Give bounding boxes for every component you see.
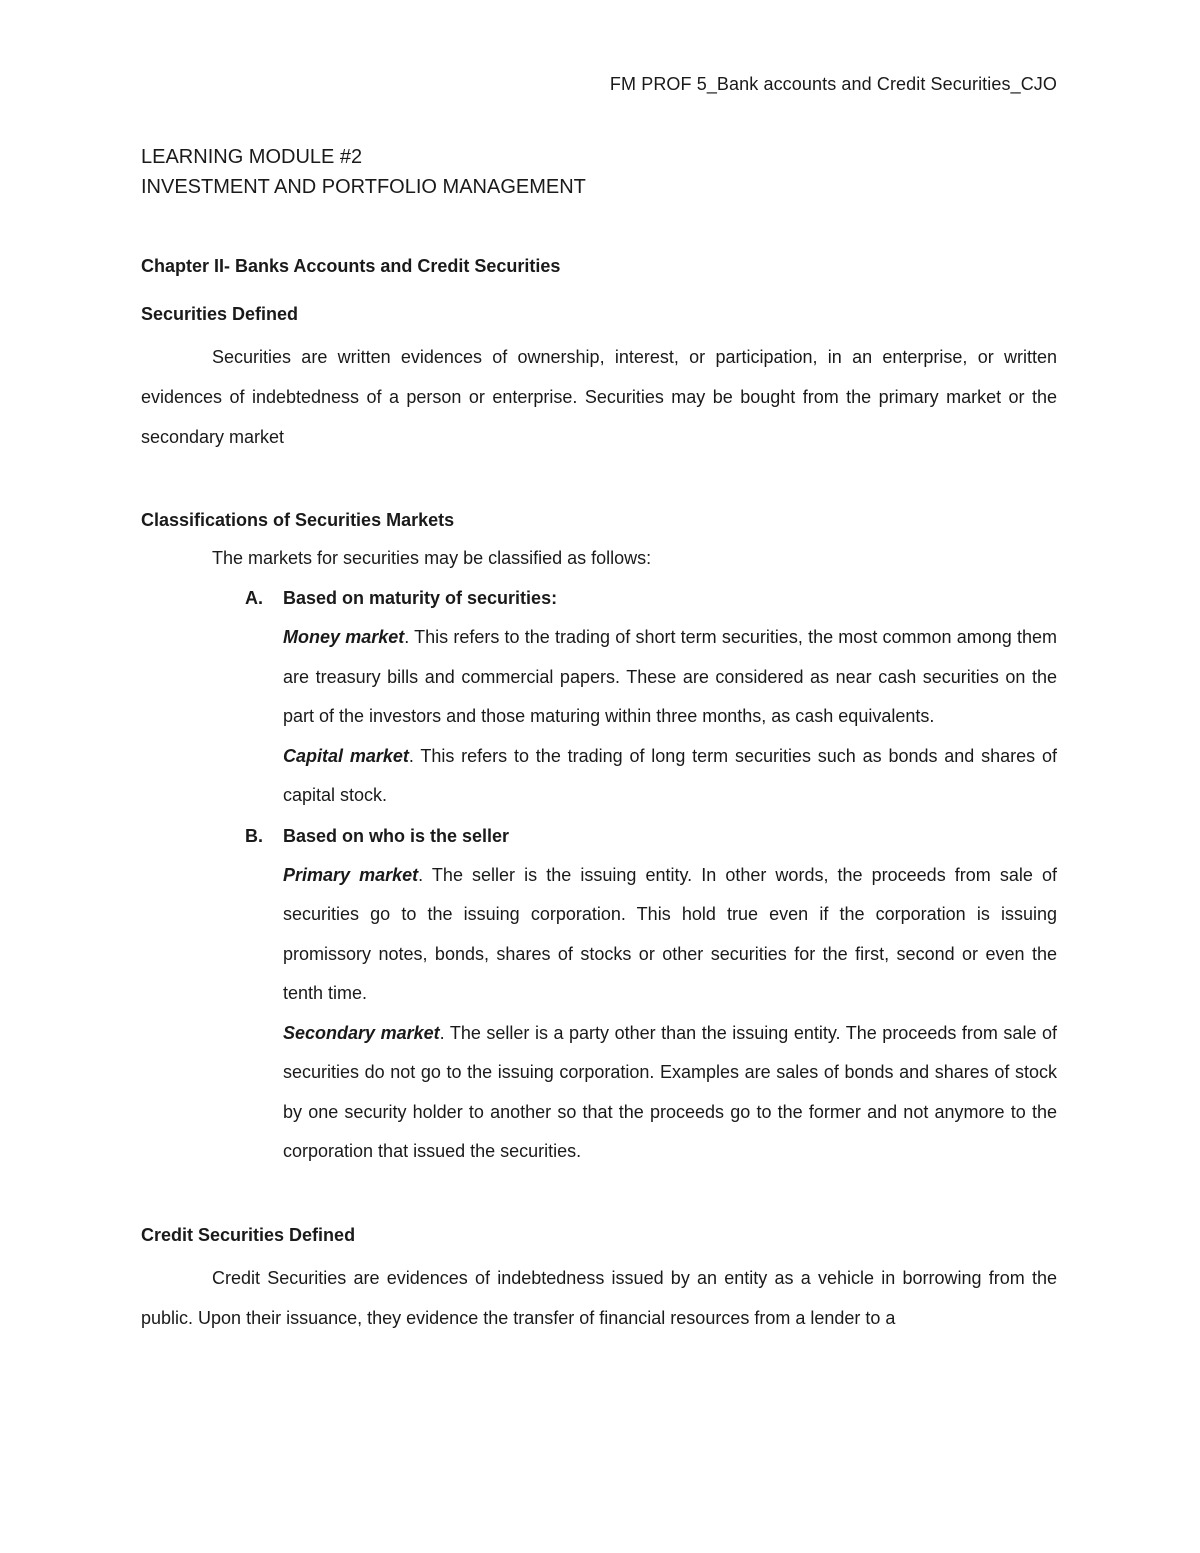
definition-text: . The seller is the issuing entity. In other words, the proceeds from sale of securities go to the issuing corporation. This hold true even if the corporation is issuing promissory notes, bonds, shares of stocks or other securities for the first, second or even the tenth time. xyxy=(283,864,1057,1003)
list-item-maturity xyxy=(245,578,1057,816)
module-number: LEARNING MODULE #2 xyxy=(141,146,363,168)
definition-primary-market xyxy=(283,856,1057,1014)
list-item-seller xyxy=(245,816,1058,1172)
term: Secondary market xyxy=(283,1022,440,1043)
module-subject: INVESTMENT AND PORTFOLIO MANAGEMENT xyxy=(141,176,586,198)
page-header: FM PROF 5_Bank accounts and Credit Securities_CJO xyxy=(609,74,1057,94)
definition-secondary-market xyxy=(283,1014,1057,1172)
credit-securities-body: Credit Securities are evidences of indebtedness issued by an entity as a vehicle in borrowing from the public. Upon their issuance, they evidence the transfer of financial resources from a lender to a xyxy=(141,1267,1057,1328)
list-item-title: Based on maturity of securities: xyxy=(283,588,558,608)
list-label: A. xyxy=(245,588,263,608)
definition-capital-market xyxy=(283,737,1057,816)
list-label: B. xyxy=(245,825,263,846)
classifications-heading: Classifications of Securities Markets xyxy=(141,510,455,530)
securities-defined-body: Securities are written evidences of ownership, interest, or participation, in an enterprise, or written evidences of indebtedness of a person or enterprise. Securities may be bought from the primary market or the secondary market xyxy=(141,347,1057,447)
securities-defined-heading: Securities Defined xyxy=(141,304,299,324)
term: Money market xyxy=(283,627,405,647)
chapter-title: Chapter II- Banks Accounts and Credit Securities xyxy=(141,256,561,276)
list-item-title: Based on who is the seller xyxy=(283,825,510,846)
term: Capital market xyxy=(283,745,409,766)
document-body xyxy=(141,142,1057,1338)
definition-text: . The seller is a party other than the issuing entity. The proceeds from sale of securities do not go to the issuing corporation. Examples are sales of bonds and shares of stock by one security holder to another so that the proceeds go to the former and not anymore to the corporation that issued the securities. xyxy=(283,1022,1058,1161)
credit-securities-heading: Credit Securities Defined xyxy=(141,1224,356,1245)
definition-text: . This refers to the trading of short term securities, the most common among them are treasury bills and commercial papers. These are considered as near cash securities on the part of the investors and those maturing within three months, as cash equivalents. xyxy=(283,627,1057,726)
definition-text: . This refers to the trading of long term securities such as bonds and shares of capital stock. xyxy=(283,745,1057,805)
classifications-intro: The markets for securities may be classified as follows: xyxy=(212,548,652,568)
term: Primary market xyxy=(283,864,419,885)
definition-money-market xyxy=(283,618,1057,737)
